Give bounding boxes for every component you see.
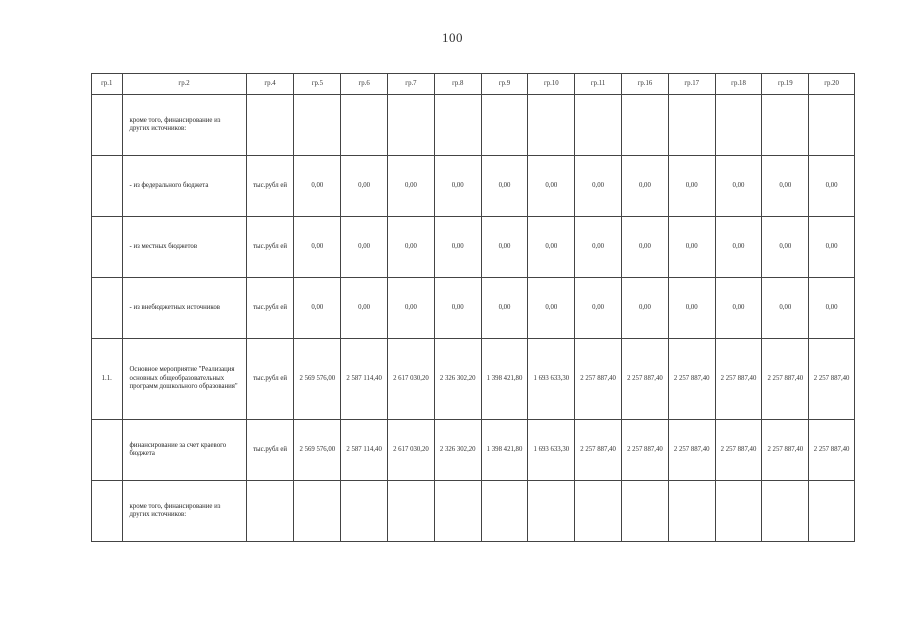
unit-cell: тыс.рубл ей bbox=[246, 278, 294, 339]
value-cell bbox=[575, 95, 622, 156]
table-row bbox=[92, 339, 855, 420]
value-cell: 2 587 114,40 bbox=[341, 339, 388, 420]
value-cell: 2 257 887,40 bbox=[762, 339, 809, 420]
value-cell: 0,00 bbox=[622, 278, 669, 339]
column-header: гр.17 bbox=[668, 74, 715, 95]
value-cell bbox=[622, 481, 669, 542]
value-cell: 2 257 887,40 bbox=[715, 339, 762, 420]
column-header: гр.10 bbox=[528, 74, 575, 95]
unit-cell: тыс.рубл ей bbox=[246, 217, 294, 278]
value-cell: 0,00 bbox=[528, 278, 575, 339]
value-cell: 0,00 bbox=[294, 217, 341, 278]
value-cell: 0,00 bbox=[481, 278, 528, 339]
value-cell: 1 693 633,30 bbox=[528, 420, 575, 481]
value-cell: 2 587 114,40 bbox=[341, 420, 388, 481]
value-cell: 0,00 bbox=[434, 217, 481, 278]
value-cell: 0,00 bbox=[715, 217, 762, 278]
column-header: гр.4 bbox=[246, 74, 294, 95]
value-cell: 2 617 030,20 bbox=[388, 339, 435, 420]
value-cell: 2 257 887,40 bbox=[715, 420, 762, 481]
value-cell: 0,00 bbox=[668, 278, 715, 339]
value-cell: 0,00 bbox=[575, 217, 622, 278]
row-name-cell: - из федерального бюджета bbox=[122, 156, 246, 217]
value-cell bbox=[294, 95, 341, 156]
value-cell bbox=[575, 481, 622, 542]
value-cell: 0,00 bbox=[388, 278, 435, 339]
value-cell: 0,00 bbox=[575, 278, 622, 339]
column-header: гр.18 bbox=[715, 74, 762, 95]
row-name-cell: - из местных бюджетов bbox=[122, 217, 246, 278]
value-cell: 0,00 bbox=[715, 278, 762, 339]
value-cell: 0,00 bbox=[294, 156, 341, 217]
value-cell bbox=[434, 481, 481, 542]
value-cell: 2 257 887,40 bbox=[809, 420, 855, 481]
column-header: гр.7 bbox=[388, 74, 435, 95]
column-header: гр.5 bbox=[294, 74, 341, 95]
value-cell: 0,00 bbox=[434, 278, 481, 339]
value-cell: 0,00 bbox=[762, 156, 809, 217]
value-cell: 0,00 bbox=[762, 217, 809, 278]
value-cell: 1 693 633,30 bbox=[528, 339, 575, 420]
value-cell: 0,00 bbox=[575, 156, 622, 217]
value-cell: 2 257 887,40 bbox=[668, 339, 715, 420]
row-number-cell bbox=[92, 95, 123, 156]
value-cell: 0,00 bbox=[481, 217, 528, 278]
value-cell bbox=[668, 95, 715, 156]
value-cell: 0,00 bbox=[341, 217, 388, 278]
column-header: гр.20 bbox=[809, 74, 855, 95]
column-header: гр.2 bbox=[122, 74, 246, 95]
value-cell: 2 257 887,40 bbox=[622, 420, 669, 481]
column-header: гр.19 bbox=[762, 74, 809, 95]
value-cell bbox=[528, 481, 575, 542]
value-cell: 0,00 bbox=[341, 156, 388, 217]
value-cell: 0,00 bbox=[341, 278, 388, 339]
value-cell bbox=[481, 481, 528, 542]
value-cell: 0,00 bbox=[622, 217, 669, 278]
value-cell: 0,00 bbox=[388, 156, 435, 217]
value-cell: 2 257 887,40 bbox=[809, 339, 855, 420]
value-cell: 0,00 bbox=[762, 278, 809, 339]
value-cell bbox=[809, 481, 855, 542]
unit-cell: тыс.рубл ей bbox=[246, 339, 294, 420]
value-cell: 2 257 887,40 bbox=[668, 420, 715, 481]
value-cell: 0,00 bbox=[668, 156, 715, 217]
value-cell bbox=[622, 95, 669, 156]
column-header: гр.9 bbox=[481, 74, 528, 95]
value-cell bbox=[434, 95, 481, 156]
unit-cell: тыс.рубл ей bbox=[246, 420, 294, 481]
table-row bbox=[92, 217, 855, 278]
column-header: гр.11 bbox=[575, 74, 622, 95]
row-name-cell: - из внебюджетных источников bbox=[122, 278, 246, 339]
budget-table bbox=[91, 73, 855, 542]
value-cell: 0,00 bbox=[715, 156, 762, 217]
unit-cell bbox=[246, 95, 294, 156]
unit-cell bbox=[246, 481, 294, 542]
value-cell bbox=[341, 481, 388, 542]
value-cell: 0,00 bbox=[809, 278, 855, 339]
row-number-cell bbox=[92, 156, 123, 217]
value-cell: 0,00 bbox=[622, 156, 669, 217]
value-cell: 0,00 bbox=[481, 156, 528, 217]
row-number-cell bbox=[92, 420, 123, 481]
value-cell: 0,00 bbox=[434, 156, 481, 217]
value-cell bbox=[715, 481, 762, 542]
value-cell: 0,00 bbox=[528, 156, 575, 217]
value-cell: 1 398 421,80 bbox=[481, 420, 528, 481]
table-row bbox=[92, 156, 855, 217]
column-header: гр.1 bbox=[92, 74, 123, 95]
table-row bbox=[92, 481, 855, 542]
value-cell: 2 326 302,20 bbox=[434, 339, 481, 420]
value-cell: 0,00 bbox=[388, 217, 435, 278]
value-cell: 2 326 302,20 bbox=[434, 420, 481, 481]
value-cell: 0,00 bbox=[668, 217, 715, 278]
row-number-cell: 1.1. bbox=[92, 339, 123, 420]
header-row bbox=[92, 74, 855, 95]
value-cell bbox=[668, 481, 715, 542]
value-cell bbox=[809, 95, 855, 156]
row-name-cell: финансирование за счет краевого бюджета bbox=[122, 420, 246, 481]
value-cell: 2 617 030,20 bbox=[388, 420, 435, 481]
page-number: 100 bbox=[442, 30, 463, 45]
column-header: гр.6 bbox=[341, 74, 388, 95]
value-cell: 2 569 576,00 bbox=[294, 420, 341, 481]
value-cell: 2 257 887,40 bbox=[575, 339, 622, 420]
value-cell: 2 257 887,40 bbox=[622, 339, 669, 420]
row-name-cell: кроме того, финансирование из других источников: bbox=[122, 481, 246, 542]
value-cell: 2 257 887,40 bbox=[762, 420, 809, 481]
value-cell bbox=[481, 95, 528, 156]
value-cell bbox=[388, 481, 435, 542]
value-cell bbox=[762, 481, 809, 542]
value-cell bbox=[715, 95, 762, 156]
row-number-cell bbox=[92, 278, 123, 339]
value-cell bbox=[762, 95, 809, 156]
value-cell: 0,00 bbox=[809, 156, 855, 217]
value-cell: 2 257 887,40 bbox=[575, 420, 622, 481]
column-header: гр.16 bbox=[622, 74, 669, 95]
table-row bbox=[92, 278, 855, 339]
value-cell: 0,00 bbox=[294, 278, 341, 339]
value-cell: 1 398 421,80 bbox=[481, 339, 528, 420]
row-number-cell bbox=[92, 217, 123, 278]
row-number-cell bbox=[92, 481, 123, 542]
value-cell bbox=[341, 95, 388, 156]
column-header: гр.8 bbox=[434, 74, 481, 95]
row-name-cell: Основное мероприятие "Реализация основных общеобразовательных программ дошкольного образования" bbox=[122, 339, 246, 420]
value-cell bbox=[294, 481, 341, 542]
row-name-cell: кроме того, финансирование из других источников: bbox=[122, 95, 246, 156]
value-cell: 0,00 bbox=[528, 217, 575, 278]
value-cell bbox=[388, 95, 435, 156]
value-cell: 2 569 576,00 bbox=[294, 339, 341, 420]
value-cell: 0,00 bbox=[809, 217, 855, 278]
table-row bbox=[92, 420, 855, 481]
unit-cell: тыс.рубл ей bbox=[246, 156, 294, 217]
table-row bbox=[92, 95, 855, 156]
value-cell bbox=[528, 95, 575, 156]
